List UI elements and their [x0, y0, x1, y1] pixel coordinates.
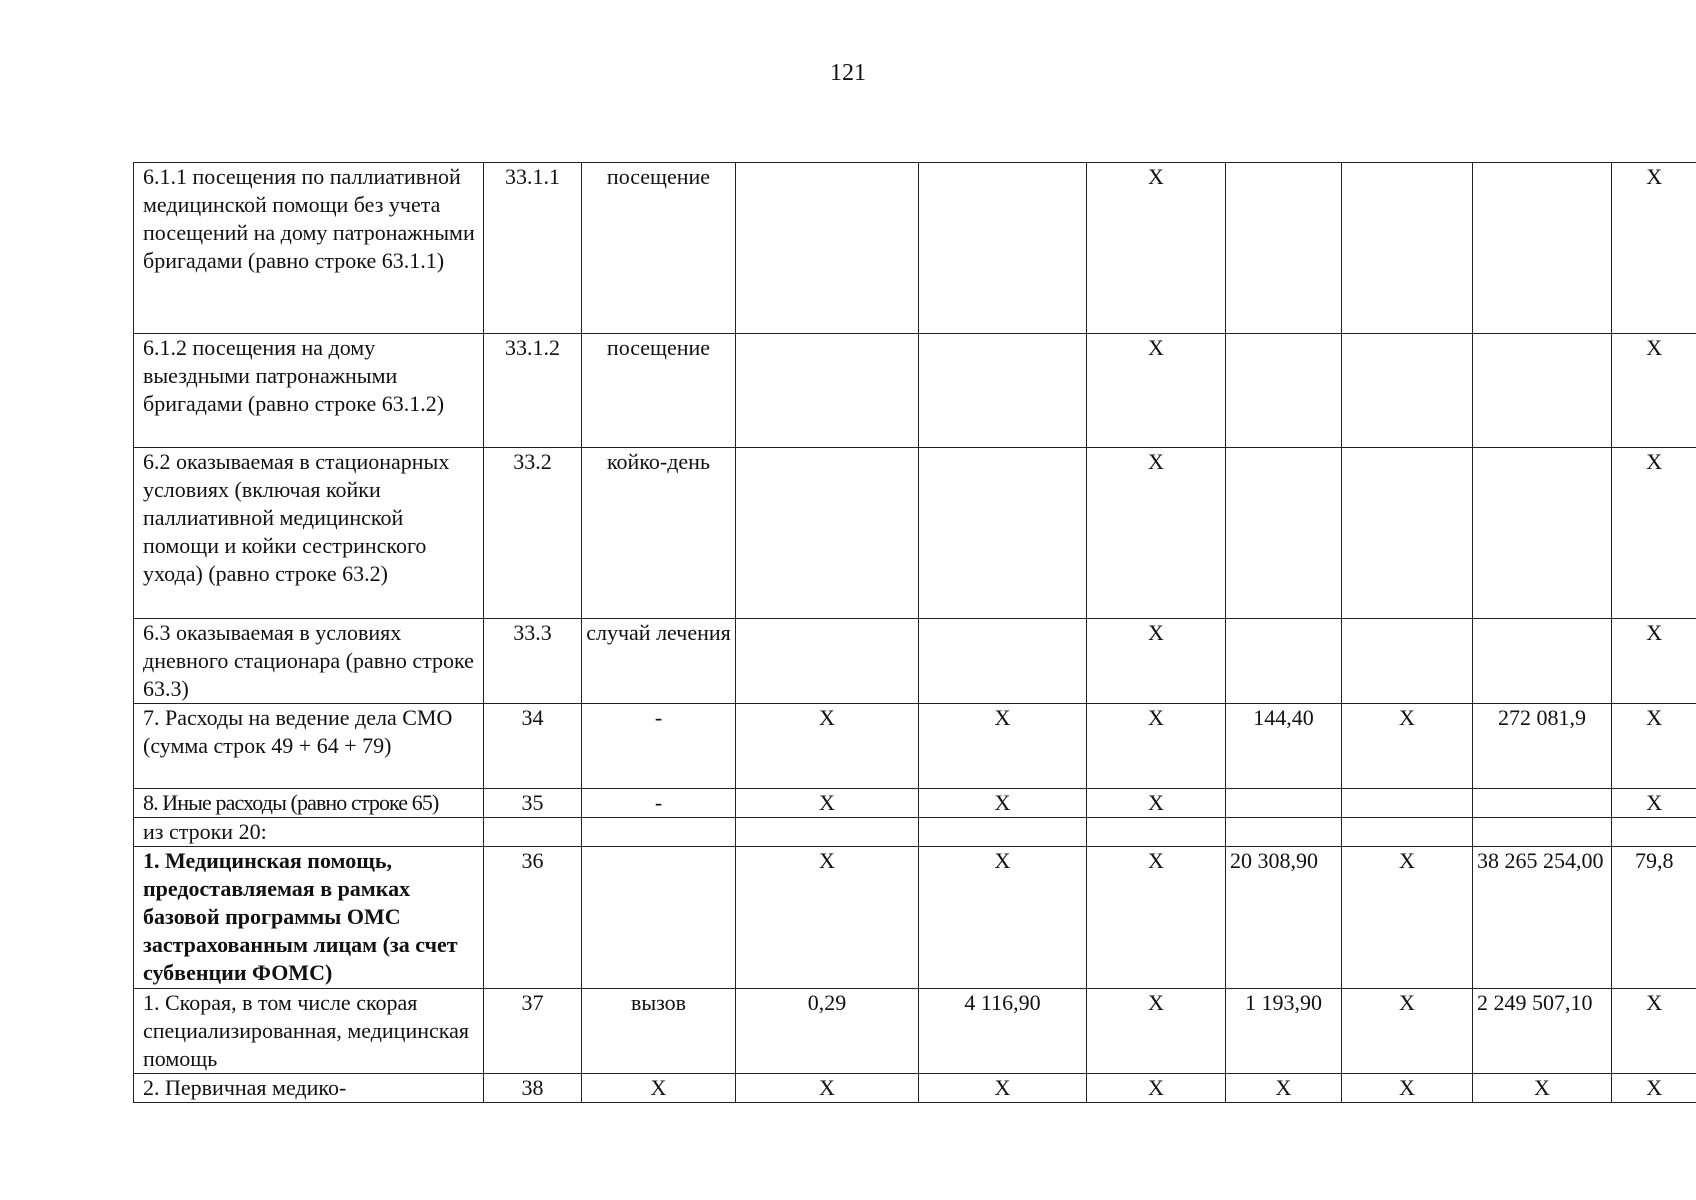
row-code: 33.1.1 — [484, 163, 582, 334]
row-cell: X — [1087, 619, 1226, 704]
row-cell — [1473, 789, 1612, 818]
row-unit: койко-день — [582, 448, 736, 619]
row-cell — [1342, 334, 1473, 448]
table-row — [134, 789, 1696, 818]
row-cell — [1473, 163, 1612, 334]
row-cell — [919, 163, 1087, 334]
row-cell — [1226, 163, 1342, 334]
row-code: 33.3 — [484, 619, 582, 704]
row-cell: 79,8 — [1612, 847, 1696, 989]
row-code: 34 — [484, 704, 582, 789]
row-cell: X — [1087, 334, 1226, 448]
row-cell: X — [1342, 847, 1473, 989]
row-cell — [1473, 334, 1612, 448]
table-row — [134, 619, 1696, 704]
row-unit — [582, 818, 736, 847]
row-name: из строки 20: — [134, 818, 484, 847]
table-row — [134, 448, 1696, 619]
row-cell — [1226, 334, 1342, 448]
row-cell: X — [1087, 847, 1226, 989]
table-row — [134, 847, 1696, 989]
row-cell — [919, 448, 1087, 619]
row-cell: X — [1612, 163, 1696, 334]
row-name: 2. Первичная медико- — [134, 1074, 484, 1103]
row-code: 33.1.2 — [484, 334, 582, 448]
row-cell: 0,29 — [736, 989, 919, 1074]
row-unit: посещение — [582, 334, 736, 448]
row-cell: 1 193,90 — [1226, 989, 1342, 1074]
row-name: 1. Медицинская помощь, предоставляемая в рамках базовой программы ОМС застрахованным лицам (за счет субвенции ФОМС) — [134, 847, 484, 989]
row-cell: X — [919, 789, 1087, 818]
row-cell: X — [1342, 1074, 1473, 1103]
row-cell — [1612, 818, 1696, 847]
row-cell — [736, 619, 919, 704]
row-cell — [1342, 818, 1473, 847]
table-row — [134, 334, 1696, 448]
row-cell: X — [1226, 1074, 1342, 1103]
row-cell — [919, 619, 1087, 704]
row-cell: X — [736, 847, 919, 989]
row-cell — [1342, 619, 1473, 704]
row-cell: X — [919, 847, 1087, 989]
row-cell — [1473, 619, 1612, 704]
row-unit: посещение — [582, 163, 736, 334]
row-cell — [1342, 163, 1473, 334]
row-unit: случай лечения — [582, 619, 736, 704]
row-cell — [1473, 818, 1612, 847]
row-name: 6.1.1 посещения по паллиативной медицинской помощи без учета посещений на дому патронажными бригадами (равно строке 63.1.1) — [134, 163, 484, 334]
table-row — [134, 989, 1696, 1074]
row-cell: X — [1087, 163, 1226, 334]
row-cell — [919, 818, 1087, 847]
row-cell: X — [1342, 989, 1473, 1074]
row-code: 33.2 — [484, 448, 582, 619]
row-code: 36 — [484, 847, 582, 989]
row-cell: X — [919, 1074, 1087, 1103]
row-cell: X — [1473, 1074, 1612, 1103]
row-unit — [582, 847, 736, 989]
row-cell — [736, 448, 919, 619]
row-code: 37 — [484, 989, 582, 1074]
row-name: 1. Скорая, в том числе скорая специализированная, медицинская помощь — [134, 989, 484, 1074]
row-cell: X — [1612, 989, 1696, 1074]
row-cell: 20 308,90 — [1226, 847, 1342, 989]
row-cell — [1087, 818, 1226, 847]
row-cell — [919, 334, 1087, 448]
row-cell: 2 249 507,10 — [1473, 989, 1612, 1074]
row-unit: вызов — [582, 989, 736, 1074]
row-cell — [1342, 789, 1473, 818]
page-number: 121 — [830, 60, 866, 86]
row-cell: X — [1612, 334, 1696, 448]
row-name: 6.1.2 посещения на дому выездными патронажными бригадами (равно строке 63.1.2) — [134, 334, 484, 448]
row-cell — [1226, 619, 1342, 704]
row-cell: X — [736, 704, 919, 789]
row-cell: X — [1087, 448, 1226, 619]
row-cell: X — [1342, 704, 1473, 789]
row-name: 8. Иные расходы (равно строке 65) — [134, 789, 484, 818]
row-cell: X — [1612, 619, 1696, 704]
row-unit: - — [582, 789, 736, 818]
row-cell: 144,40 — [1226, 704, 1342, 789]
row-cell — [1473, 448, 1612, 619]
row-cell — [1342, 448, 1473, 619]
data-table — [133, 162, 1696, 1103]
row-cell: 38 265 254,00 — [1473, 847, 1612, 989]
row-cell: X — [736, 789, 919, 818]
row-cell — [1226, 448, 1342, 619]
row-name: 6.3 оказываемая в условиях дневного стационара (равно строке 63.3) — [134, 619, 484, 704]
row-cell — [736, 163, 919, 334]
row-cell: X — [1612, 789, 1696, 818]
row-code: 38 — [484, 1074, 582, 1103]
row-cell: X — [1612, 448, 1696, 619]
table-row — [134, 163, 1696, 334]
table-row — [134, 818, 1696, 847]
table-row — [134, 704, 1696, 789]
row-cell: X — [1087, 704, 1226, 789]
row-cell — [736, 818, 919, 847]
row-code — [484, 818, 582, 847]
row-cell: X — [1087, 1074, 1226, 1103]
row-cell: 272 081,9 — [1473, 704, 1612, 789]
row-cell: X — [1087, 789, 1226, 818]
row-unit: - — [582, 704, 736, 789]
row-unit: X — [582, 1074, 736, 1103]
row-cell — [736, 334, 919, 448]
row-cell — [1226, 789, 1342, 818]
row-cell — [1226, 818, 1342, 847]
row-cell: 4 116,90 — [919, 989, 1087, 1074]
table-row — [134, 1074, 1696, 1103]
row-cell: X — [1612, 704, 1696, 789]
row-name: 7. Расходы на ведение дела СМО (сумма строк 49 + 64 + 79) — [134, 704, 484, 789]
row-cell: X — [1087, 989, 1226, 1074]
row-code: 35 — [484, 789, 582, 818]
row-cell: X — [1612, 1074, 1696, 1103]
row-cell: X — [919, 704, 1087, 789]
row-name: 6.2 оказываемая в стационарных условиях (включая койки паллиативной медицинской помощи и койки сестринского ухода) (равно строке 63.2) — [134, 448, 484, 619]
row-cell: X — [736, 1074, 919, 1103]
